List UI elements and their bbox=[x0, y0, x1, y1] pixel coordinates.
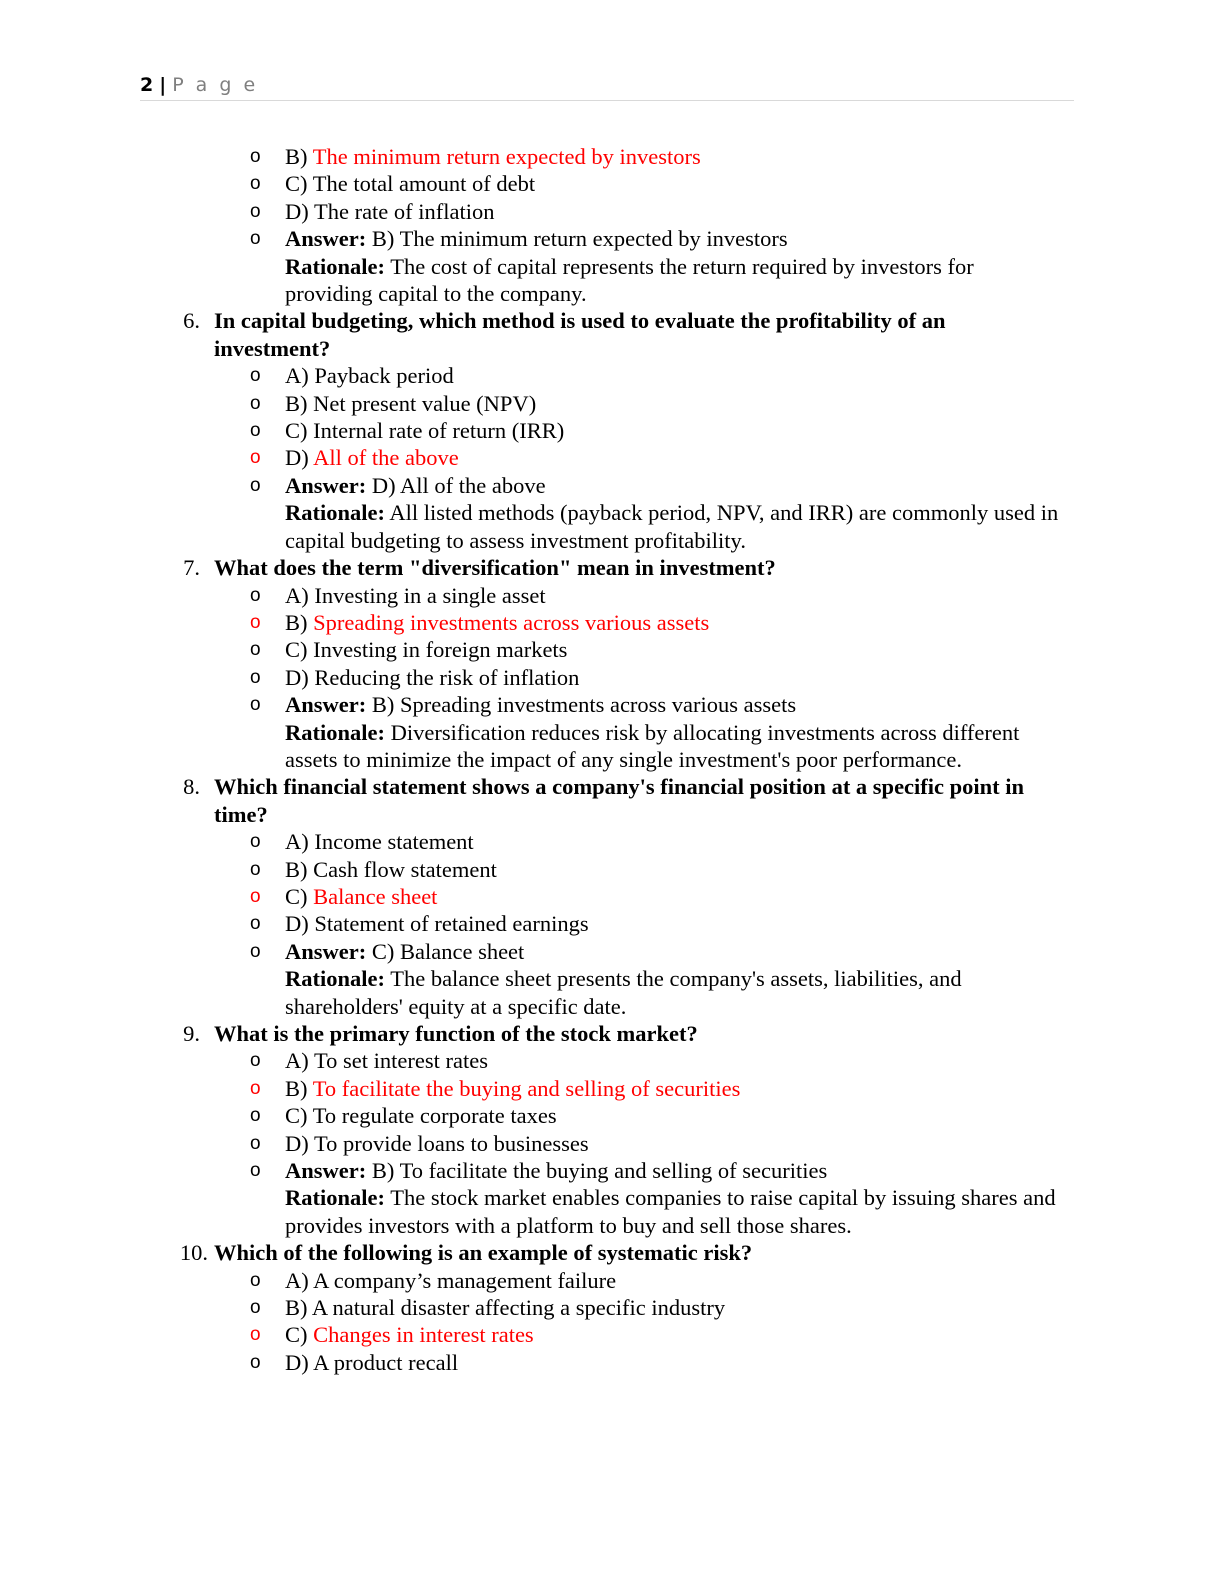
q5-rationale: Rationale: The cost of capital represents the return required by investors for providing capital to the company. bbox=[285, 253, 974, 307]
q5-option-c: o C) The total amount of debt bbox=[250, 171, 536, 197]
bullet-icon: o bbox=[250, 1050, 261, 1072]
bullet-icon: o bbox=[250, 1132, 261, 1154]
bullet-icon: o bbox=[250, 611, 261, 633]
page-number: 2 bbox=[140, 74, 154, 96]
bullet-icon: o bbox=[250, 913, 261, 935]
bullet-icon: o bbox=[250, 200, 261, 222]
q9-option-a: o A) To set interest rates bbox=[250, 1048, 488, 1074]
q7-option-b: o B) Spreading investments across various assets bbox=[250, 609, 710, 635]
bullet-icon: o bbox=[250, 885, 261, 907]
q6-option-d: o D) All of the above bbox=[250, 445, 459, 471]
q8-option-c: o C) Balance sheet bbox=[250, 883, 438, 909]
bullet-icon: o bbox=[250, 365, 261, 387]
q8-option-b: o B) Cash flow statement bbox=[250, 856, 497, 882]
correct-option-text: Spreading investments across various assets bbox=[313, 609, 710, 635]
q9-rationale: Rationale: The stock market enables companies to raise capital by issuing shares and provides investors with a platform to buy and sell those shares. bbox=[285, 1185, 1056, 1238]
q7-rationale: Rationale: Diversification reduces risk by allocating investments across different assets to minimize the impact of any single investment's poor performance. bbox=[285, 719, 1020, 772]
question-number: 8. bbox=[183, 774, 200, 800]
bullet-icon: o bbox=[250, 392, 261, 414]
question-number: 10. bbox=[179, 1240, 208, 1266]
bullet-icon: o bbox=[250, 858, 261, 880]
q5-answer: o Answer: B) The minimum return expected by investors bbox=[250, 226, 788, 252]
bullet-icon: o bbox=[250, 639, 261, 661]
q5-option-d: o D) The rate of inflation bbox=[250, 198, 495, 224]
question-text: Which financial statement shows a company's financial position at a specific point in time? bbox=[214, 774, 1025, 827]
question-7 bbox=[0, 554, 1064, 581]
bullet-icon: o bbox=[250, 1269, 261, 1291]
bullet-icon: o bbox=[250, 940, 261, 962]
q9-option-b: o B) To facilitate the buying and selling of securities bbox=[250, 1075, 741, 1101]
q7-option-d: o D) Reducing the risk of inflation bbox=[250, 664, 580, 690]
bullet-icon: o bbox=[250, 228, 261, 250]
q6-answer: o Answer: D) All of the above bbox=[250, 472, 546, 498]
q6-rationale: Rationale: All listed methods (payback period, NPV, and IRR) are commonly used in capital budgeting to assess investment profitability. bbox=[285, 500, 1059, 553]
question-number: 6. bbox=[183, 308, 200, 334]
bullet-icon: o bbox=[250, 1077, 261, 1099]
bullet-icon: o bbox=[250, 831, 261, 853]
correct-option-text: Changes in interest rates bbox=[313, 1322, 534, 1348]
question-text: Which of the following is an example of systematic risk? bbox=[214, 1240, 753, 1266]
bullet-icon: o bbox=[250, 584, 261, 606]
question-number: 9. bbox=[183, 1021, 200, 1046]
q8-option-a: o A) Income statement bbox=[250, 829, 474, 855]
question-8 bbox=[0, 773, 1064, 828]
bullet-icon: o bbox=[250, 666, 261, 688]
bullet-icon: o bbox=[250, 1297, 261, 1319]
bullet-icon: o bbox=[250, 420, 261, 442]
question-text: What is the primary function of the stock market? bbox=[214, 1021, 698, 1046]
question-9 bbox=[0, 1020, 1064, 1047]
q7-option-a: o A) Investing in a single asset bbox=[250, 582, 546, 608]
q9-option-c: o C) To regulate corporate taxes bbox=[250, 1103, 557, 1129]
bullet-icon: o bbox=[250, 1160, 261, 1182]
q10-option-b: o B) A natural disaster affecting a specific industry bbox=[250, 1295, 726, 1321]
q8-option-d: o D) Statement of retained earnings bbox=[250, 911, 589, 937]
q10-option-d: o D) A product recall bbox=[250, 1349, 459, 1375]
bullet-icon: o bbox=[250, 694, 261, 716]
header-separator: | bbox=[159, 74, 167, 96]
q7-option-c: o C) Investing in foreign markets bbox=[250, 637, 568, 663]
correct-option-text: The minimum return expected by investors bbox=[312, 144, 701, 169]
bullet-icon: o bbox=[250, 447, 261, 469]
question-number: 7. bbox=[183, 555, 200, 581]
page-word: P a g e bbox=[172, 74, 259, 96]
q8-rationale: Rationale: The balance sheet presents the company's assets, liabilities, and shareholders' equity at a specific date. bbox=[285, 966, 962, 1019]
bullet-icon: o bbox=[250, 474, 261, 496]
q5-option-b: o B) The minimum return expected by investors bbox=[250, 144, 701, 169]
bullet-icon: o bbox=[250, 173, 261, 195]
bullet-icon: o bbox=[250, 146, 261, 167]
bullet-icon: o bbox=[250, 1324, 261, 1346]
q6-option-c: o C) Internal rate of return (IRR) bbox=[250, 418, 565, 444]
q10-option-a: o A) A company’s management failure bbox=[250, 1267, 617, 1293]
q6-option-b: o B) Net present value (NPV) bbox=[250, 390, 537, 416]
correct-option-text: To facilitate the buying and selling of securities bbox=[312, 1075, 741, 1101]
correct-option-text: All of the above bbox=[313, 445, 459, 471]
correct-option-text: Balance sheet bbox=[313, 883, 438, 909]
q6-option-a: o A) Payback period bbox=[250, 363, 454, 389]
question-text: What does the term "diversification" mean in investment? bbox=[214, 555, 776, 581]
question-6 bbox=[0, 307, 1064, 362]
question-10 bbox=[0, 1239, 1064, 1266]
bullet-icon: o bbox=[250, 1351, 261, 1373]
page-header bbox=[140, 72, 1074, 101]
q8-answer: o Answer: C) Balance sheet bbox=[250, 938, 525, 964]
question-list bbox=[0, 143, 1224, 1376]
question-text: In capital budgeting, which method is used to evaluate the profitability of an investment? bbox=[214, 308, 946, 361]
q10-option-c: o C) Changes in interest rates bbox=[250, 1322, 534, 1348]
q9-option-d: o D) To provide loans to businesses bbox=[250, 1130, 589, 1156]
bullet-icon: o bbox=[250, 1105, 261, 1127]
q9-answer: o Answer: B) To facilitate the buying and selling of securities bbox=[250, 1158, 828, 1184]
q7-answer: o Answer: B) Spreading investments across various assets bbox=[250, 692, 797, 718]
